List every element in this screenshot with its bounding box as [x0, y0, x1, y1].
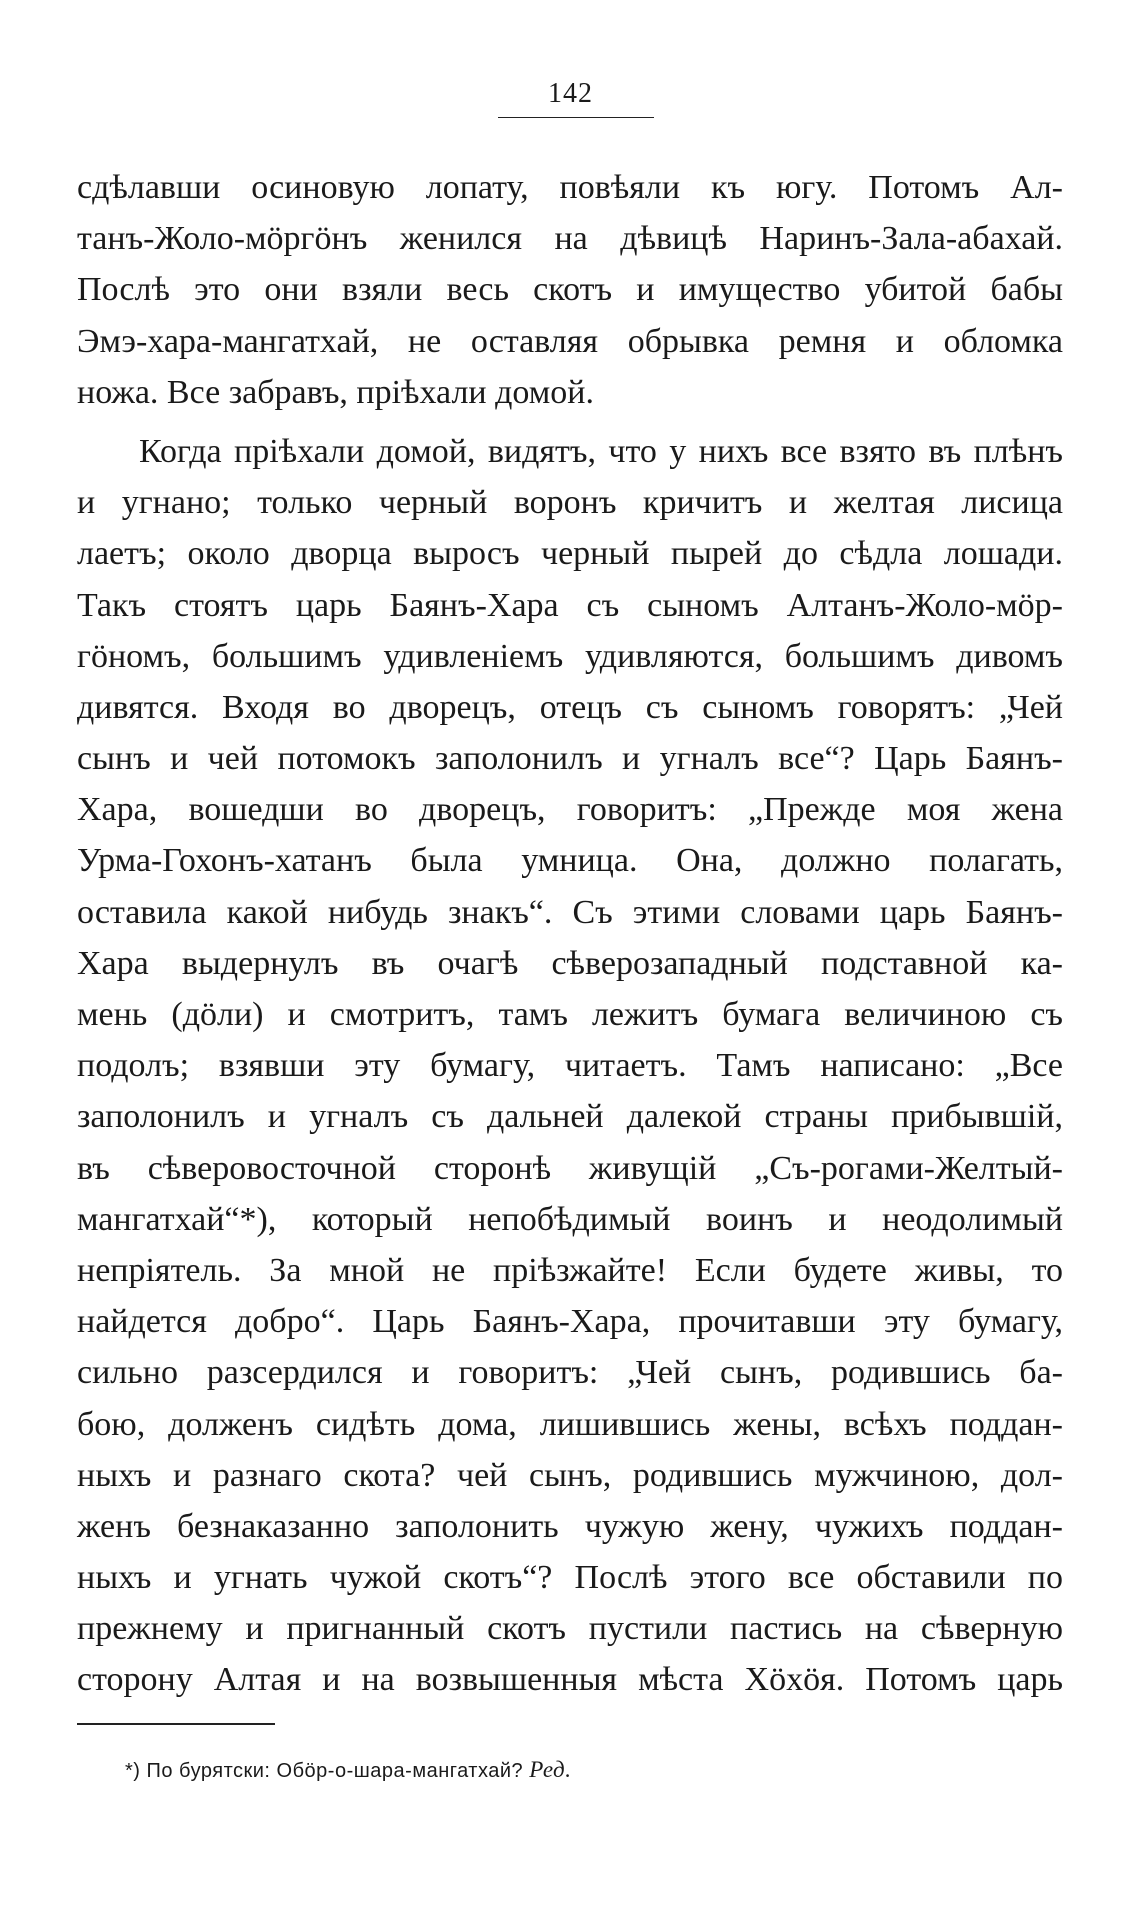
- text-line: Хара выдернулъ въ очагѣ сѣверозападный подставной ка-: [77, 944, 1063, 982]
- text-line: въ сѣверовосточной сторонѣ живущій „Съ-рогами-Желтый-: [77, 1149, 1063, 1187]
- text-line: сынъ и чей потомокъ заполонилъ и угналъ все“? Царь Баянъ-: [77, 740, 1063, 778]
- text-line: мень (дöли) и смотритъ, тамъ лежитъ бумага величиною съ: [77, 996, 1063, 1033]
- text-line: танъ-Жоло-мöргöнъ женился на дѣвицѣ Наринъ-Зала-абахай.: [77, 220, 1063, 258]
- text-line: оставила какой нибудь знакъ“. Съ этими словами царь Баянъ-: [77, 893, 1063, 931]
- text-line: Такъ стоятъ царь Баянъ-Хара съ сыномъ Алтанъ-Жоло-мöр-: [77, 586, 1063, 624]
- text-line: Хара, вошедши во дворецъ, говоритъ: „Прежде моя жена: [77, 791, 1063, 829]
- text-line: ныхъ и угнать чужой скотъ“? Послѣ этого все обставили по: [77, 1559, 1063, 1597]
- text-line: найдется добро“. Царь Баянъ-Хара, прочитавши эту бумагу,: [77, 1303, 1063, 1341]
- page-number-rule: [498, 117, 654, 118]
- text-line: ныхъ и разнаго скота? чей сынъ, родившись мужчиною, дол-: [77, 1456, 1063, 1494]
- text-line: гöномъ, большимъ удивленіемъ удивляются, большимъ дивомъ: [77, 637, 1063, 675]
- text-line: Послѣ это они взяли весь скотъ и имущество убитой бабы: [77, 271, 1063, 309]
- text-line: непріятель. За мной не пріѣзжайте! Если будете живы, то: [77, 1251, 1063, 1289]
- text-line: бою, долженъ сидѣть дома, лишившись жены, всѣхъ поддан-: [77, 1405, 1063, 1443]
- text-line: лаетъ; около дворца выросъ черный пырей до сѣдла лошади.: [77, 535, 1063, 573]
- text-line: сторону Алтая и на возвышенныя мѣста Хöхöя. Потомъ царь: [77, 1661, 1063, 1699]
- text-line: и угнано; только черный воронъ кричитъ и желтая лисица: [77, 484, 1063, 522]
- text-line: мангатхай“*), который непобѣдимый воинъ и неодолимый: [77, 1200, 1063, 1238]
- paragraph-gap: [77, 418, 1063, 426]
- text-line: женъ безнаказанно заполонить чужую жену, чужихъ поддан-: [77, 1507, 1063, 1545]
- text-line: Когда пріѣхали домой, видятъ, что у нихъ все взято въ плѣнъ: [139, 432, 1063, 470]
- paragraph: [77, 426, 1063, 1706]
- footnote: [125, 1757, 571, 1783]
- text-line: заполонилъ и угналъ съ дальней далекой страны прибывшій,: [77, 1098, 1063, 1136]
- text-line: прежнему и пригнанный скотъ пустили пастись на сѣверную: [77, 1610, 1063, 1648]
- footnote-text: *) По бурятски: Обöр-о-шара-мангатхай?: [125, 1760, 524, 1782]
- text-line: Урма-Гохонъ-хатанъ была умница. Она, должно полагать,: [77, 842, 1063, 880]
- text-line: сильно разсердился и говоритъ: „Чей сынъ, родившись ба-: [77, 1354, 1063, 1392]
- body-text: [77, 162, 1063, 1706]
- text-line: Эмэ-хара-мангатхай, не оставляя обрывка ремня и обломка: [77, 322, 1063, 360]
- text-line: подолъ; взявши эту бумагу, читаетъ. Тамъ написано: „Все: [77, 1047, 1063, 1085]
- paragraph: [77, 162, 1063, 418]
- footnote-rule: [77, 1723, 275, 1725]
- text-line: сдѣлавши осиновую лопату, повѣяли къ югу. Потомъ Ал-: [77, 169, 1063, 206]
- text-line: дивятся. Входя во дворецъ, отецъ съ сыномъ говорятъ: „Чей: [77, 688, 1063, 726]
- page-number: 142: [548, 78, 593, 109]
- text-line: ножа. Все забравъ, пріѣхали домой.: [77, 373, 594, 411]
- footnote-editor-mark: Ред.: [529, 1757, 572, 1782]
